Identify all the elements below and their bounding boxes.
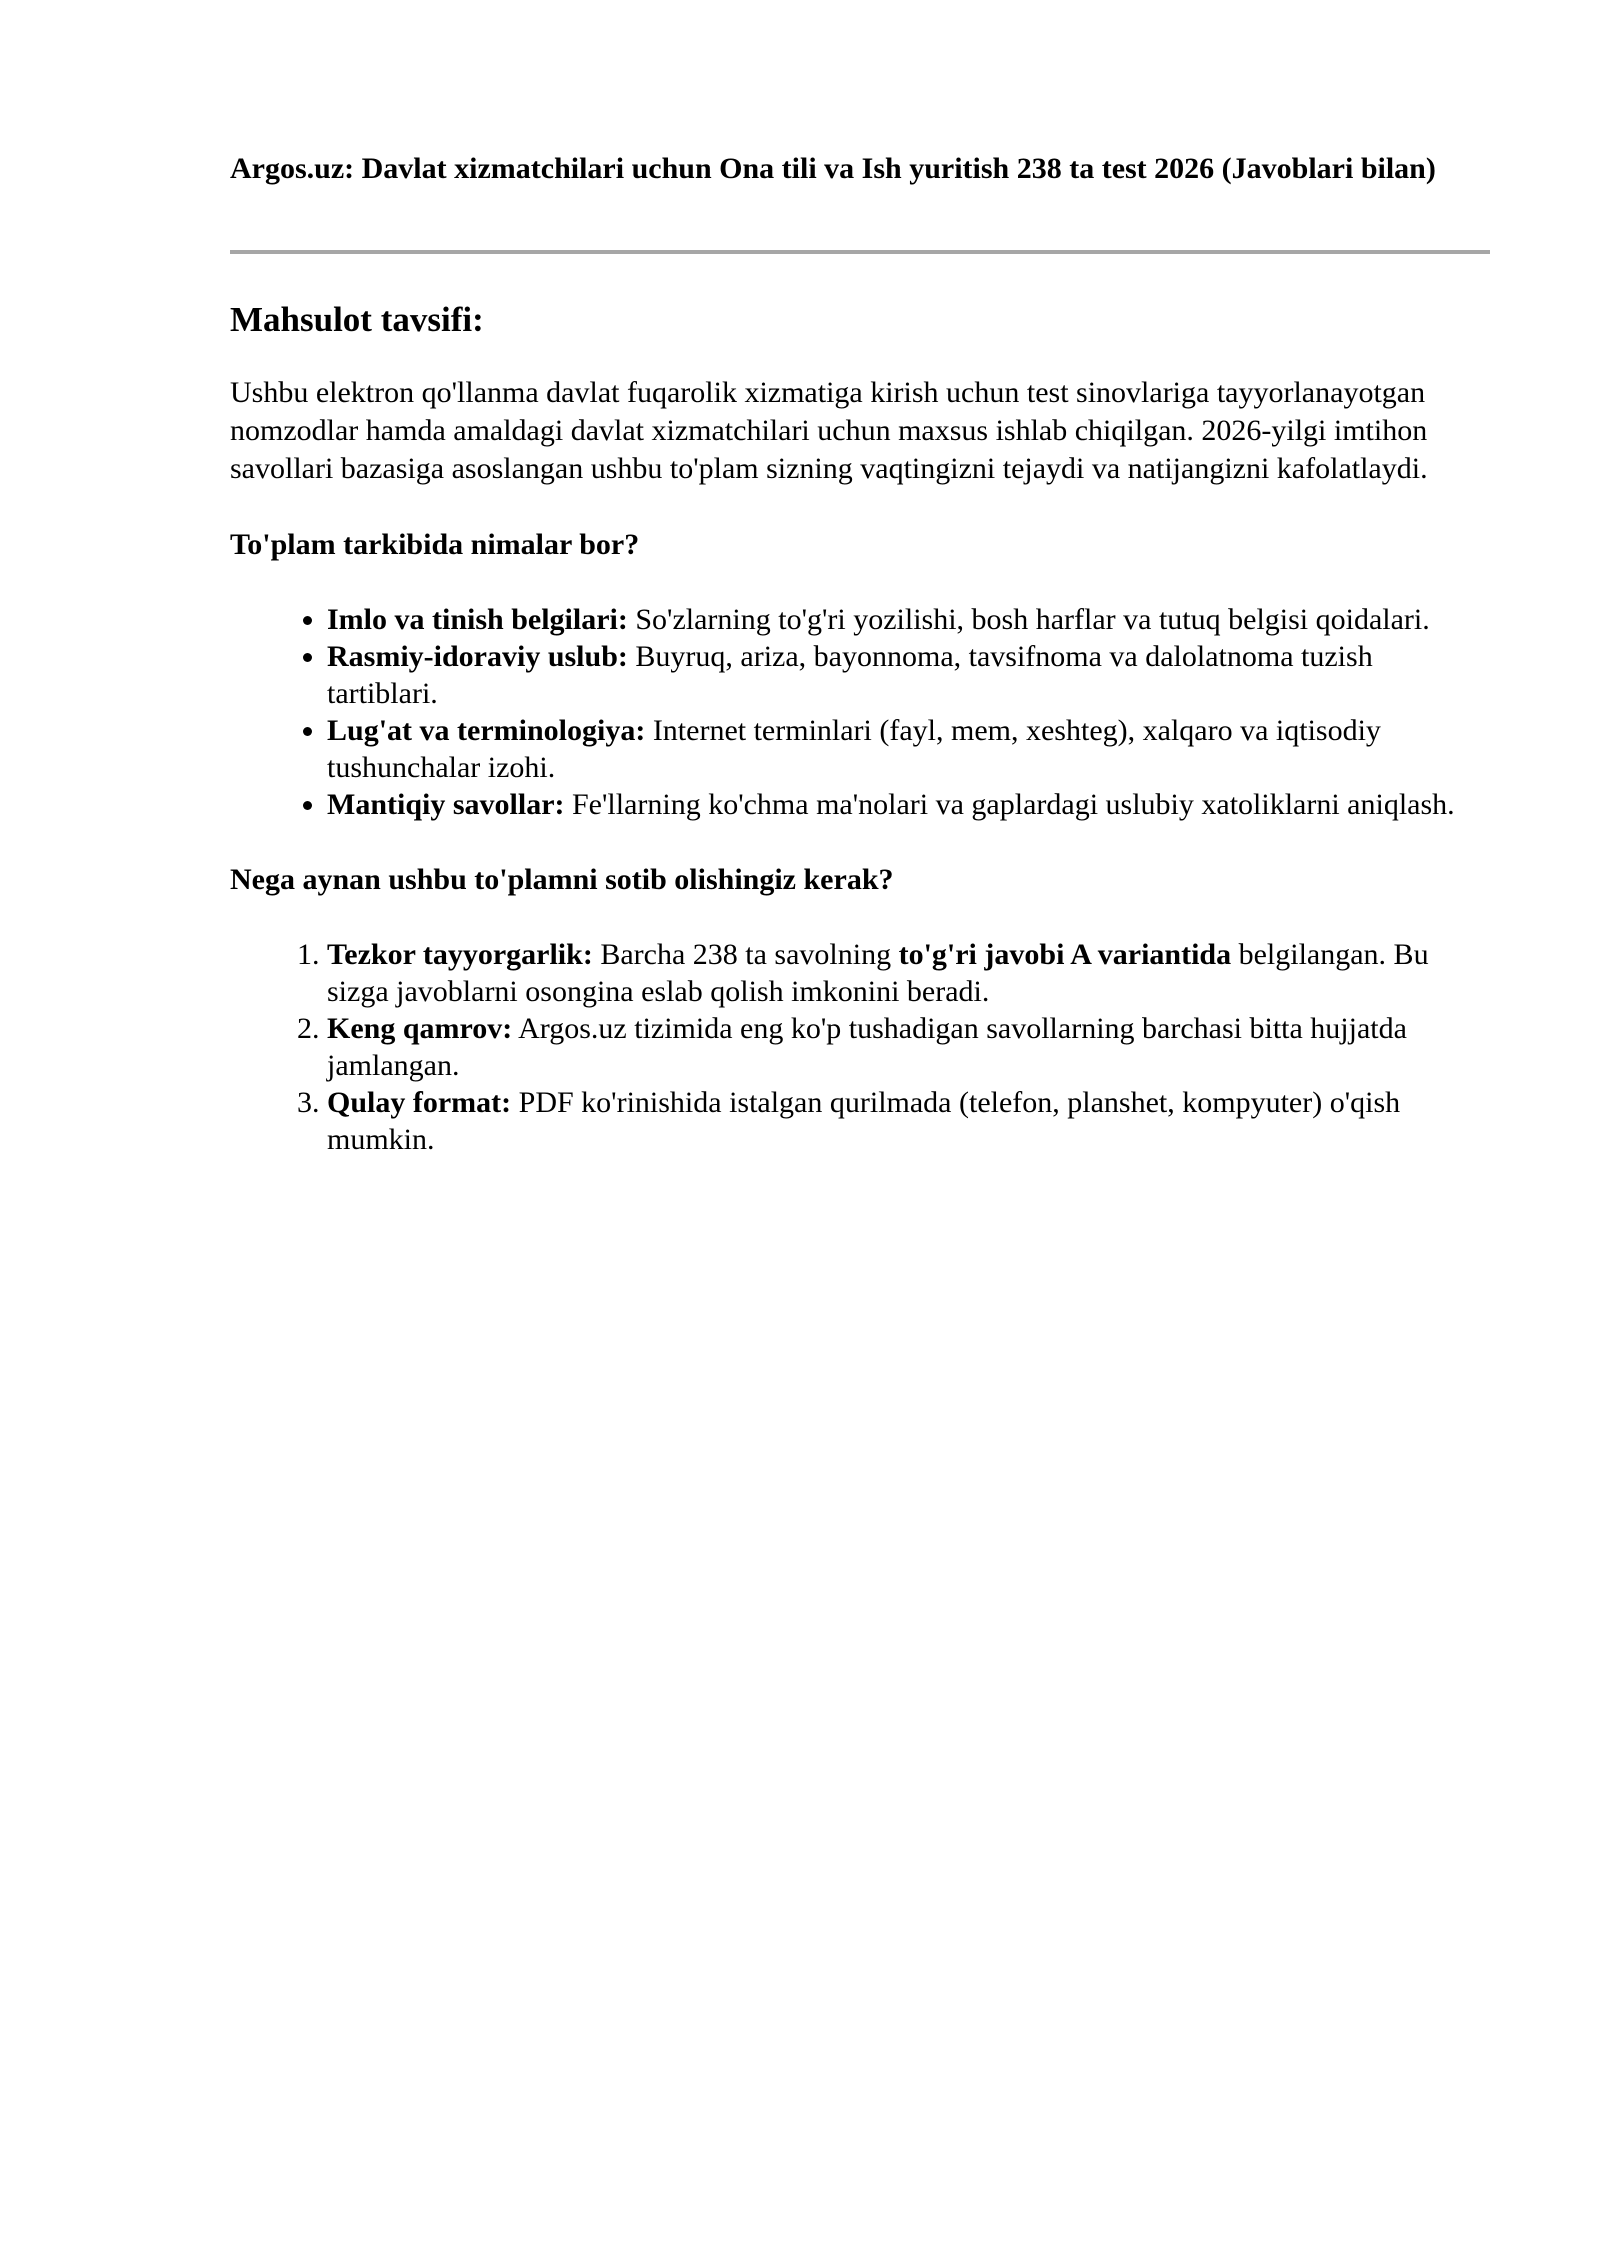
list-item xyxy=(327,638,1490,712)
list-item-term: Mantiqiy savollar: xyxy=(327,788,565,821)
list-item xyxy=(327,712,1490,786)
list-item-text: Argos.uz tizimida eng ko'p tushadigan savollarning barchasi bitta hujjatda jamlangan. xyxy=(327,1012,1407,1082)
list-item xyxy=(327,786,1490,823)
reasons-heading: Nega aynan ushbu to'plamni sotib olishingiz kerak? xyxy=(230,863,894,896)
list-item-term: Tezkor tayyorgarlik: xyxy=(327,938,593,971)
contents-list xyxy=(230,601,1490,823)
description-paragraph: Ushbu elektron qo'llanma davlat fuqarolik xizmatiga kirish uchun test sinovlariga tayyorlanayotgan nomzodlar hamda amaldagi davlat xizmatchilari uchun maxsus ishlab chiqilgan. 2026-yilgi imtihon savollari bazasiga asoslangan ushbu to'plam sizning vaqtingizni tejaydi va natijangizni kafolatlaydi. xyxy=(230,376,1428,485)
list-item-text: Barcha 238 ta savolning xyxy=(592,938,899,971)
horizontal-divider xyxy=(230,250,1490,254)
list-item-text: Internet terminlari (fayl, mem, xeshteg), xalqaro va iqtisodiy tushunchalar izohi. xyxy=(327,714,1381,784)
list-item-text: Buyruq, ariza, bayonnoma, tavsifnoma va dalolatnoma tuzish tartiblari. xyxy=(327,640,1373,710)
document-page xyxy=(230,150,1490,1158)
list-item xyxy=(327,1084,1490,1158)
contents-heading: To'plam tarkibida nimalar bor? xyxy=(230,528,640,561)
list-item-term: Imlo va tinish belgilari: xyxy=(327,603,628,636)
list-item-term: Qulay format: xyxy=(327,1086,512,1119)
list-item xyxy=(327,1010,1490,1084)
list-item-term: Keng qamrov: xyxy=(327,1012,513,1045)
reasons-list xyxy=(230,936,1490,1158)
list-item-text-after: belgilangan. Bu sizga javoblarni osongina eslab qolish imkonini beradi. xyxy=(327,938,1429,1008)
list-item-emphasis: to'g'ri javobi A variantida xyxy=(898,938,1232,971)
list-item-term: Rasmiy-idoraviy uslub: xyxy=(327,640,628,673)
list-item-text: Fe'llarning ko'chma ma'nolari va gaplardagi uslubiy xatoliklarni aniqlash. xyxy=(564,788,1455,821)
list-item-text: So'zlarning to'g'ri yozilishi, bosh harflar va tutuq belgisi qoidalari. xyxy=(627,603,1430,636)
list-item xyxy=(327,936,1490,1010)
list-item-text: PDF ko'rinishida istalgan qurilmada (telefon, planshet, kompyuter) o'qish mumkin. xyxy=(327,1086,1401,1156)
list-item-term: Lug'at va terminologiya: xyxy=(327,714,646,747)
document-title: Argos.uz: Davlat xizmatchilari uchun Ona tili va Ish yuritish 238 ta test 2026 (Javoblari bilan) xyxy=(230,152,1436,185)
description-heading: Mahsulot tavsifi: xyxy=(230,300,484,339)
list-item xyxy=(327,601,1490,638)
